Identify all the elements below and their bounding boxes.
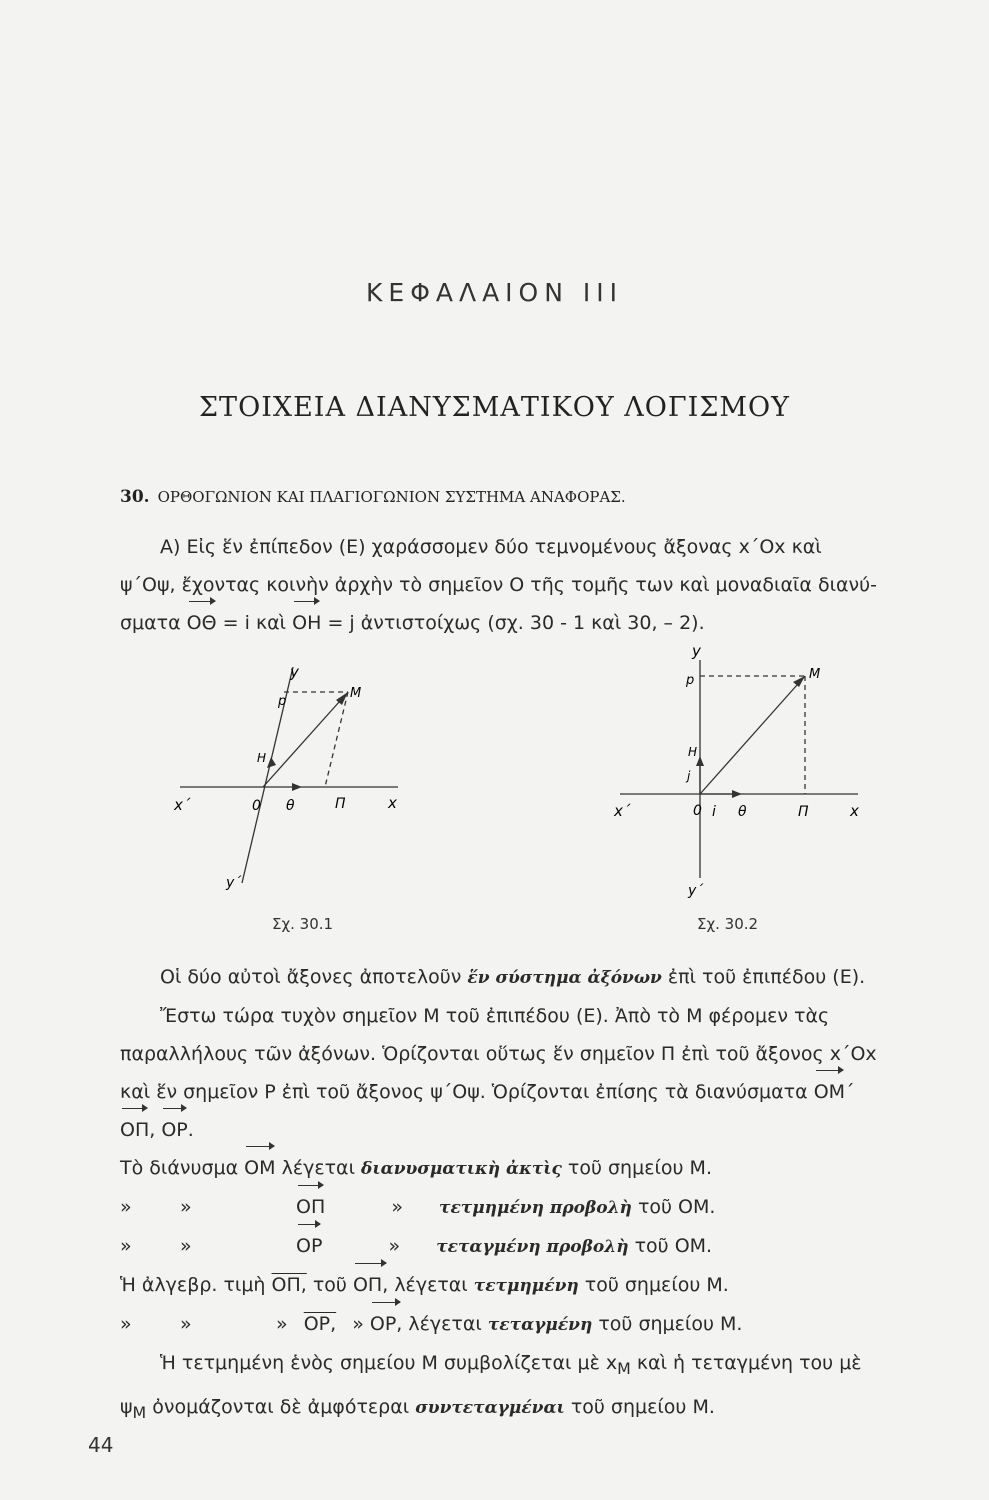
term-abscissa-projection: τετμημένη προβολὴ — [439, 1198, 632, 1218]
intro-line-2: ψ΄Oψ, ἔχοντας κοινὴν ἀρχὴν τὸ σημεῖον O τῆς τομῆς των καὶ μοναδιαῖα διανύ- — [120, 574, 878, 596]
ditto-mark: » — [180, 1313, 192, 1335]
body-line-7 — [120, 1188, 960, 1227]
term-coordinates: συντεταγμέναι — [415, 1397, 565, 1418]
fig2-label-x: x — [850, 802, 859, 820]
term-axis-system: ἕν σύστημα ἀξόνων — [467, 968, 662, 988]
fig1-label-o: 0 — [252, 798, 261, 814]
algebraic-value-o-rho: OP, — [303, 1313, 337, 1335]
fig1-label-pi: Π — [335, 796, 346, 812]
fig2-label-h: H — [688, 745, 698, 759]
fig1-label-yprime: y΄ — [226, 875, 242, 891]
ditto-mark: » — [120, 1235, 132, 1257]
text-run: τοῦ σημείου Μ. — [570, 1395, 715, 1418]
body-line-5 — [120, 1111, 960, 1149]
vector-o-rho-text: OP, — [370, 1305, 402, 1343]
ditto-mark: » — [352, 1313, 364, 1335]
fig2-label-j: j — [687, 769, 691, 783]
fig1-label-theta: θ — [286, 798, 295, 814]
text-run: τοῦ OM. — [634, 1235, 713, 1257]
ditto-mark: » — [180, 1196, 192, 1218]
body-line-10 — [120, 1305, 960, 1344]
body-text — [120, 958, 960, 1432]
figure-30-1 — [160, 655, 420, 915]
term-ordinate-projection: τεταγμένη προβολὴ — [436, 1237, 629, 1257]
intro-paragraph — [120, 528, 960, 642]
body-line-3: παραλλήλους τῶν ἀξόνων. Ὁρίζονται οὕτως ἕν σημεῖον Π ἐπὶ τοῦ ἄξονος x΄Ox — [120, 1043, 877, 1065]
algebraic-value-o-pi: OΠ, — [271, 1274, 307, 1296]
vector-o-pi-text: OΠ, — [353, 1266, 388, 1304]
ditto-mark: » — [391, 1196, 403, 1218]
intro-line-1: Α) Εἰς ἕν ἐπίπεδον (Ε) χαράσσομεν δύο τεμνομένους ἄξονας x΄Ox καὶ — [160, 536, 822, 558]
vector-o-rho-text: OP — [296, 1227, 322, 1265]
text-run: τοῦ σημείου Μ. — [598, 1313, 743, 1335]
fig1-label-m: M — [350, 686, 362, 701]
section-heading — [120, 487, 880, 507]
section-number: 30. — [120, 487, 150, 507]
text-run: καὶ ἡ τεταγμένη του μὲ — [636, 1352, 862, 1374]
equals-j: = j — [327, 612, 355, 634]
text-run: τοῦ — [312, 1274, 347, 1296]
vector-o-rho-text: OP — [161, 1111, 187, 1149]
period: . — [187, 1119, 194, 1141]
fig2-label-i: i — [712, 804, 716, 820]
vector-o-theta: OΘ — [187, 604, 217, 642]
ditto-mark: » — [388, 1235, 401, 1257]
fig1-label-y: y — [290, 663, 299, 681]
vector-o-h: OH — [292, 604, 321, 642]
fig2-label-theta: θ — [738, 804, 747, 820]
fig2-label-o: 0 — [693, 803, 702, 819]
vector-om-text: OM — [814, 1073, 845, 1111]
text-run: Ἡ τετμημένη ἑνὸς σημείου Μ συμβολίζεται μὲ x — [160, 1352, 618, 1374]
subscript: M — [132, 1402, 147, 1422]
page-number: 44 — [88, 1433, 114, 1457]
vector-o-pi-text: OΠ — [120, 1111, 149, 1149]
term-abscissa: τετμημένη — [473, 1276, 579, 1296]
body-line-2: Ἔστω τώρα τυχὸν σημεῖον Μ τοῦ ἐπιπέδου (Ε). Ἀπὸ τὸ Μ φέρομεν τὰς — [160, 1005, 830, 1027]
intro-text: σματα — [120, 612, 181, 634]
text-run: ἐπὶ τοῦ ἐπιπέδου (Ε). — [667, 966, 866, 988]
body-line-12 — [120, 1388, 960, 1432]
fig2-label-xprime: x΄ — [614, 802, 631, 820]
chapter-title: ΣΤΟΙΧΕΙΑ ΔΙΑΝΥΣΜΑΤΙΚΟΥ ΛΟΓΙΣΜΟΥ — [198, 392, 791, 423]
chapter-heading: ΚΕΦΑΛΑΙΟΝ ΙΙΙ — [366, 278, 623, 307]
text-run: ὀνομάζονται δὲ ἀμφότεραι — [152, 1395, 410, 1418]
vector-o-pi-text: OΠ — [296, 1188, 325, 1226]
fig1-label-xprime: x΄ — [174, 796, 191, 814]
subscript: M — [617, 1358, 631, 1378]
figure-30-2-caption: Σχ. 30.2 — [697, 915, 759, 933]
fig2-label-m: M — [809, 667, 821, 682]
text-run: καὶ ἕν σημεῖον Ρ ἐπὶ τοῦ ἄξονος ψ΄Oψ. Ὁρίζονται ἐπίσης τὰ διανύσματα — [120, 1081, 808, 1103]
fig2-label-y: y — [692, 642, 701, 660]
text-run: λέγεται — [394, 1274, 468, 1296]
text-run: ψ — [120, 1395, 133, 1418]
text-run: λέγεται — [408, 1313, 482, 1335]
text-run: τοῦ σημείου Μ. — [584, 1274, 729, 1296]
and-word: καὶ — [255, 612, 287, 634]
text-run: Οἱ δύο αὐτοὶ ἄξονες ἀποτελοῦν — [160, 966, 462, 988]
body-line-1 — [120, 958, 960, 997]
text-run: Τὸ διάνυσμα — [120, 1157, 239, 1179]
fig2-label-yprime: y΄ — [688, 883, 704, 899]
body-line-4: καὶ ἕν σημεῖον Ρ ἐπὶ τοῦ ἄξονος ψ΄Oψ. Ὁρίζονται ἐπίσης τὰ διανύσματα OM΄ — [120, 1073, 960, 1111]
text-run: τοῦ OM. — [637, 1196, 716, 1218]
dashed-mpi — [325, 692, 348, 787]
body-line-9 — [120, 1266, 960, 1305]
intro-line-3 — [120, 604, 960, 642]
fig2-label-p: p — [686, 673, 695, 688]
body-line-6 — [120, 1149, 960, 1188]
text-run: τοῦ σημείου Μ. — [567, 1157, 712, 1179]
equals-i: = i — [222, 612, 250, 634]
fig1-label-x: x — [388, 794, 397, 812]
vector-om — [700, 676, 805, 794]
figure-30-2 — [600, 640, 880, 910]
text-run: λέγεται — [281, 1157, 355, 1179]
body-line-11 — [120, 1344, 960, 1388]
term-radius-vector: διανυσματικὴ ἀκτὶς — [361, 1159, 562, 1179]
fig1-label-h: H — [257, 751, 267, 765]
intro-reference: ἀντιστοίχως (σχ. 30 - 1 καὶ 30, – 2). — [360, 612, 705, 634]
text-run: Ἡ ἀλγεβρ. τιμὴ — [120, 1274, 266, 1296]
vector-om-text: OM — [244, 1149, 275, 1187]
figure-30-1-caption: Σχ. 30.1 — [272, 915, 334, 933]
fig1-label-p: p — [278, 694, 287, 709]
fig2-label-pi: Π — [798, 804, 809, 820]
section-title: ΟΡΘΟΓΩΝΙΟΝ ΚΑΙ ΠΛΑΓΙΟΓΩΝΙΟΝ ΣΥΣΤΗΜΑ ΑΝΑΦΟΡΑΣ. — [157, 488, 626, 506]
ditto-mark: » — [120, 1196, 132, 1218]
ditto-mark: » — [180, 1235, 192, 1257]
ditto-mark: » — [120, 1313, 132, 1335]
term-ordinate: τεταγμένη — [487, 1315, 593, 1335]
ditto-mark: » — [276, 1313, 288, 1335]
comma: , — [149, 1119, 156, 1141]
body-line-8 — [120, 1227, 960, 1266]
